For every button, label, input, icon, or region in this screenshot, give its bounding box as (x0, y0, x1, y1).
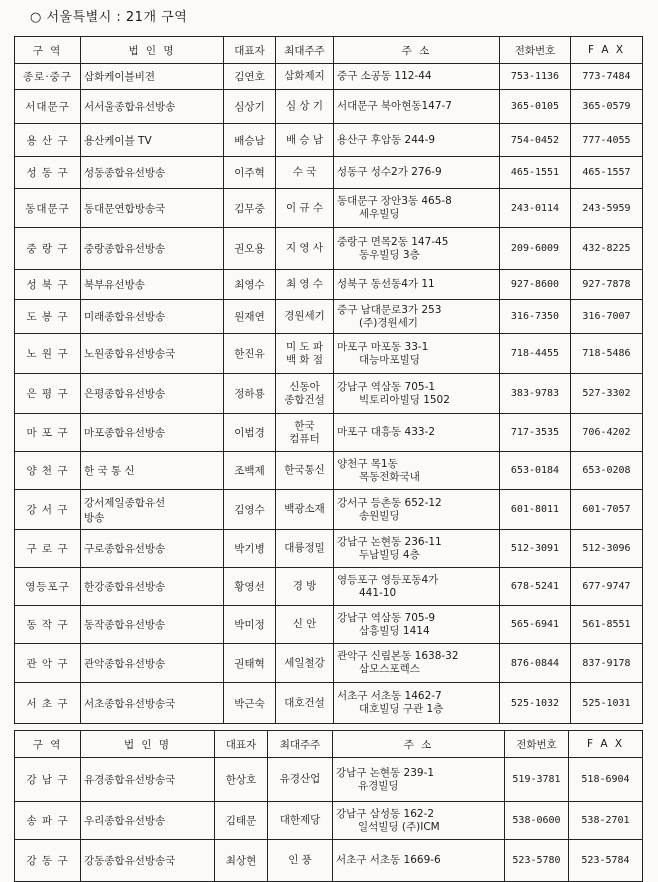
phone-cell: 718-4455 (500, 334, 571, 374)
table-row (15, 530, 643, 568)
fax-cell: 773-7484 (571, 64, 643, 90)
phone-cell: 365-0105 (500, 90, 571, 124)
address-cell: 중랑구 면목2동 147-45 동우빌딩 3층 (334, 228, 500, 270)
major-shareholder-cell: 수 국 (276, 157, 334, 189)
representative-cell: 한진유 (224, 334, 276, 374)
address-cell: 강남구 논현동 236-11 두남빌딩 4층 (334, 530, 500, 568)
phone-cell: 465-1551 (500, 157, 571, 189)
representative-cell: 황영선 (224, 568, 276, 606)
table-row (15, 90, 643, 124)
district-cell: 성 동 구 (15, 157, 81, 189)
table-row (15, 334, 643, 374)
district-cell: 송 파 구 (15, 802, 81, 840)
table-row (15, 157, 643, 189)
table-row (15, 683, 643, 724)
address-cell: 강남구 역삼동 705-9 삼흥빌딩 1414 (334, 606, 500, 644)
address-cell: 양천구 목1동 목동전화국내 (334, 452, 500, 490)
phone-cell: 523-5780 (505, 840, 569, 882)
fax-cell: 525-1031 (571, 683, 643, 724)
district-table-1 (14, 36, 643, 724)
table-row (15, 802, 643, 840)
fax-cell: 561-8551 (571, 606, 643, 644)
fax-cell: 706-4202 (571, 414, 643, 452)
phone-cell: 316-7350 (500, 300, 571, 334)
district-cell: 용 산 구 (15, 124, 81, 157)
corp-name-cell: 한강종합유선방송 (81, 568, 224, 606)
fax-cell: 365-0579 (571, 90, 643, 124)
col-major: 최대주주 (276, 37, 334, 64)
representative-cell: 이범경 (224, 414, 276, 452)
address-cell: 강서구 등촌동 652-12 송원빌딩 (334, 490, 500, 530)
fax-cell: 243-5959 (571, 189, 643, 228)
major-shareholder-cell: 배 승 남 (276, 124, 334, 157)
district-cell: 관 악 구 (15, 644, 81, 683)
col-corp: 법 인 명 (81, 37, 224, 64)
corp-name-cell: 강서제일종합유선 방송 (81, 490, 224, 530)
major-shareholder-cell: 이 규 수 (276, 189, 334, 228)
corp-name-cell: 중랑종합유선방송 (81, 228, 224, 270)
address-cell: 마포구 마포동 33-1 대능마포빌딩 (334, 334, 500, 374)
phone-cell: 538-0600 (505, 802, 569, 840)
col-tel: 전화번호 (505, 731, 569, 758)
phone-cell: 601-8011 (500, 490, 571, 530)
fax-cell: 777-4055 (571, 124, 643, 157)
table-row (15, 606, 643, 644)
col-corp: 법 인 명 (81, 731, 215, 758)
fax-cell: 677-9747 (571, 568, 643, 606)
representative-cell: 원재연 (224, 300, 276, 334)
district-cell: 양 천 구 (15, 452, 81, 490)
major-shareholder-cell: 신동아 종합건설 (276, 374, 334, 414)
fax-cell: 316-7007 (571, 300, 643, 334)
fax-cell: 512-3096 (571, 530, 643, 568)
representative-cell: 조백제 (224, 452, 276, 490)
corp-name-cell: 노원종합유선방송국 (81, 334, 224, 374)
col-addr: 주 소 (334, 37, 500, 64)
phone-cell: 565-6941 (500, 606, 571, 644)
corp-name-cell: 북부유선방송 (81, 270, 224, 300)
table-header-row (15, 731, 643, 758)
fax-cell: 538-2701 (569, 802, 643, 840)
fax-cell: 837-9178 (571, 644, 643, 683)
corp-name-cell: 동대문연합방송국 (81, 189, 224, 228)
address-cell: 강남구 논현동 239-1 유경빌딩 (333, 758, 505, 802)
table-row (15, 300, 643, 334)
representative-cell: 한상호 (215, 758, 268, 802)
corp-name-cell: 우리종합유선방송 (81, 802, 215, 840)
col-addr: 주 소 (333, 731, 505, 758)
representative-cell: 김영수 (224, 490, 276, 530)
phone-cell: 383-9783 (500, 374, 571, 414)
major-shareholder-cell: 신 안 (276, 606, 334, 644)
address-cell: 중구 남대문로3가 253 (주)경원세기 (334, 300, 500, 334)
major-shareholder-cell: 지 영 사 (276, 228, 334, 270)
representative-cell: 김태문 (215, 802, 268, 840)
fax-cell: 927-7878 (571, 270, 643, 300)
fax-cell: 601-7057 (571, 490, 643, 530)
table-row (15, 490, 643, 530)
col-district: 구 역 (15, 731, 81, 758)
corp-name-cell: 은평종합유선방송 (81, 374, 224, 414)
address-cell: 마포구 대흥동 433-2 (334, 414, 500, 452)
representative-cell: 박근숙 (224, 683, 276, 724)
representative-cell: 정하룡 (224, 374, 276, 414)
representative-cell: 김연호 (224, 64, 276, 90)
corp-name-cell: 서초종합유선방송국 (81, 683, 224, 724)
corp-name-cell: 강동종합유선방송국 (81, 840, 215, 882)
corp-name-cell: 성동종합유선방송 (81, 157, 224, 189)
address-cell: 용산구 후암동 244-9 (334, 124, 500, 157)
table-row (15, 644, 643, 683)
representative-cell: 권오용 (224, 228, 276, 270)
col-fax: F A X (571, 37, 643, 64)
fax-cell: 465-1557 (571, 157, 643, 189)
representative-cell: 김무중 (224, 189, 276, 228)
col-fax: F A X (569, 731, 643, 758)
table-header-row (15, 37, 643, 64)
major-shareholder-cell: 삼화제지 (276, 64, 334, 90)
district-cell: 서 초 구 (15, 683, 81, 724)
table-row (15, 374, 643, 414)
table-row (15, 840, 643, 882)
major-shareholder-cell: 한국통신 (276, 452, 334, 490)
major-shareholder-cell: 경 방 (276, 568, 334, 606)
address-cell: 강남구 삼성동 162-2 일석빌딩 (주)ICM (333, 802, 505, 840)
district-cell: 영등포구 (15, 568, 81, 606)
fax-cell: 653-0208 (571, 452, 643, 490)
table-row (15, 452, 643, 490)
representative-cell: 최영수 (224, 270, 276, 300)
major-shareholder-cell: 심 상 기 (276, 90, 334, 124)
table-row (15, 64, 643, 90)
district-cell: 종로·중구 (15, 64, 81, 90)
table-body (15, 758, 643, 882)
representative-cell: 최상현 (215, 840, 268, 882)
corp-name-cell: 서서울종합유선방송 (81, 90, 224, 124)
page-heading: ○ 서울특별시 : 21개 구역 (30, 10, 188, 25)
address-cell: 서초구 서초동 1462-7 대호빌딩 구관 1층 (334, 683, 500, 724)
corp-name-cell: 구로종합유선방송 (81, 530, 224, 568)
address-cell: 동대문구 장안3동 465-8 세우빌딩 (334, 189, 500, 228)
corp-name-cell: 동작종합유선방송 (81, 606, 224, 644)
representative-cell: 박기병 (224, 530, 276, 568)
representative-cell: 권태혁 (224, 644, 276, 683)
col-major: 최대주주 (268, 731, 333, 758)
phone-cell: 753-1136 (500, 64, 571, 90)
phone-cell: 243-0114 (500, 189, 571, 228)
fax-cell: 718-5486 (571, 334, 643, 374)
address-cell: 성북구 동선동4가 11 (334, 270, 500, 300)
phone-cell: 678-5241 (500, 568, 571, 606)
phone-cell: 754-0452 (500, 124, 571, 157)
corp-name-cell: 삼화케이블비젼 (81, 64, 224, 90)
district-cell: 성 북 구 (15, 270, 81, 300)
major-shareholder-cell: 유경산업 (268, 758, 333, 802)
district-cell: 구 로 구 (15, 530, 81, 568)
col-rep: 대표자 (224, 37, 276, 64)
phone-cell: 525-1032 (500, 683, 571, 724)
col-rep: 대표자 (215, 731, 268, 758)
major-shareholder-cell: 최 영 수 (276, 270, 334, 300)
corp-name-cell: 유경종합유선방송국 (81, 758, 215, 802)
fax-cell: 527-3302 (571, 374, 643, 414)
address-cell: 강남구 역삼동 705-1 빅토리아빌딩 1502 (334, 374, 500, 414)
col-district: 구 역 (15, 37, 81, 64)
major-shareholder-cell: 경원세기 (276, 300, 334, 334)
table-row (15, 758, 643, 802)
major-shareholder-cell: 백광소재 (276, 490, 334, 530)
district-cell: 은 평 구 (15, 374, 81, 414)
corp-name-cell: 한 국 통 신 (81, 452, 224, 490)
phone-cell: 209-6009 (500, 228, 571, 270)
address-cell: 관악구 신림본동 1638-32 삼모스포렉스 (334, 644, 500, 683)
fax-cell: 523-5784 (569, 840, 643, 882)
phone-cell: 876-0844 (500, 644, 571, 683)
phone-cell: 519-3781 (505, 758, 569, 802)
district-cell: 강 서 구 (15, 490, 81, 530)
district-cell: 마 포 구 (15, 414, 81, 452)
corp-name-cell: 미래종합유선방송 (81, 300, 224, 334)
district-cell: 강 남 구 (15, 758, 81, 802)
fax-cell: 432-8225 (571, 228, 643, 270)
corp-name-cell: 관악종합유선방송 (81, 644, 224, 683)
major-shareholder-cell: 대한제당 (268, 802, 333, 840)
district-cell: 강 동 구 (15, 840, 81, 882)
major-shareholder-cell: 대륭정밀 (276, 530, 334, 568)
col-tel: 전화번호 (500, 37, 571, 64)
phone-cell: 717-3535 (500, 414, 571, 452)
major-shareholder-cell: 인 풍 (268, 840, 333, 882)
phone-cell: 512-3091 (500, 530, 571, 568)
address-cell: 영등포구 영등포동4가 441-10 (334, 568, 500, 606)
table-row (15, 568, 643, 606)
table-row (15, 414, 643, 452)
major-shareholder-cell: 세일철강 (276, 644, 334, 683)
representative-cell: 심상기 (224, 90, 276, 124)
district-cell: 중 랑 구 (15, 228, 81, 270)
address-cell: 서대문구 북아현동147-7 (334, 90, 500, 124)
address-cell: 중구 소공동 112-44 (334, 64, 500, 90)
representative-cell: 이주혁 (224, 157, 276, 189)
table-row (15, 189, 643, 228)
major-shareholder-cell: 한국 컴퓨터 (276, 414, 334, 452)
district-cell: 노 원 구 (15, 334, 81, 374)
district-table-2 (14, 730, 643, 882)
address-cell: 성동구 성수2가 276-9 (334, 157, 500, 189)
district-cell: 서대문구 (15, 90, 81, 124)
district-cell: 동대문구 (15, 189, 81, 228)
major-shareholder-cell: 미 도 파 백 화 점 (276, 334, 334, 374)
phone-cell: 927-8600 (500, 270, 571, 300)
table-body (15, 64, 643, 724)
major-shareholder-cell: 대호건설 (276, 683, 334, 724)
phone-cell: 653-0184 (500, 452, 571, 490)
district-cell: 도 봉 구 (15, 300, 81, 334)
table-row (15, 124, 643, 157)
table-row (15, 228, 643, 270)
district-cell: 동 작 구 (15, 606, 81, 644)
address-cell: 서초구 서초동 1669-6 (333, 840, 505, 882)
corp-name-cell: 용산케이블 TV (81, 124, 224, 157)
table-row (15, 270, 643, 300)
representative-cell: 배승남 (224, 124, 276, 157)
representative-cell: 박미정 (224, 606, 276, 644)
corp-name-cell: 마포종합유선방송 (81, 414, 224, 452)
fax-cell: 518-6904 (569, 758, 643, 802)
